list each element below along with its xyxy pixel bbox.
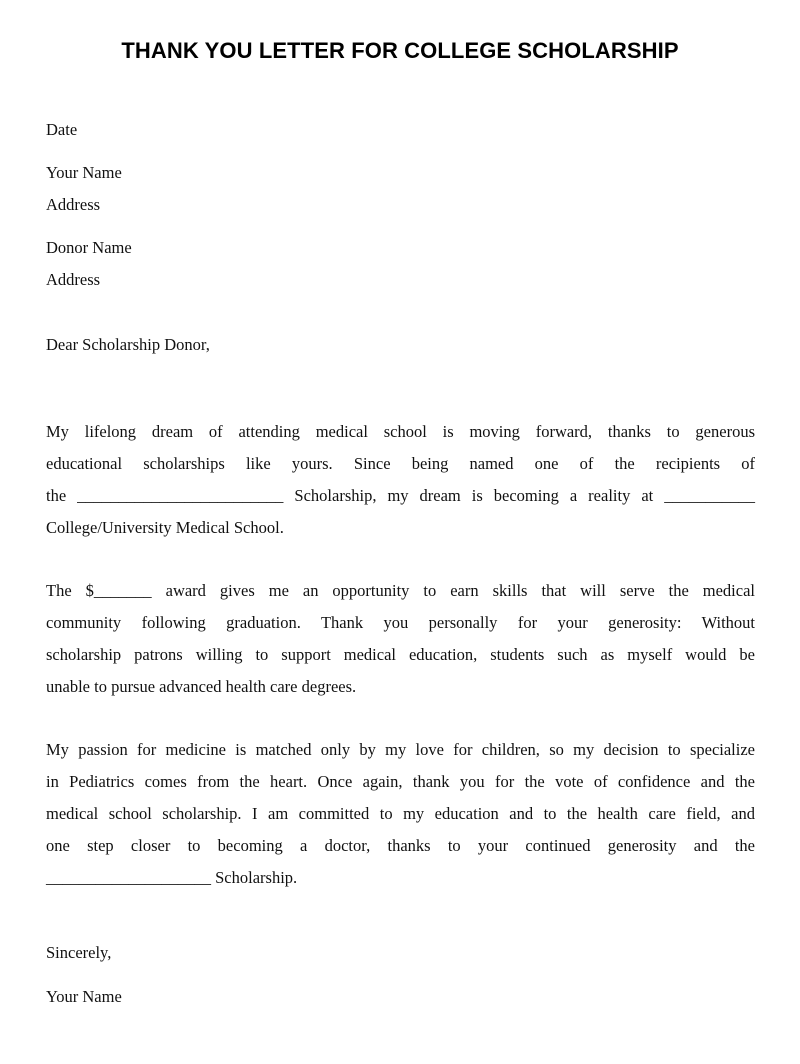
donor-address: Address — [46, 270, 101, 289]
sender-name: Your Name — [46, 163, 122, 182]
paragraph-line: ____________________ Scholarship. — [46, 868, 298, 887]
paragraph-line: educational scholarships like yours. Since being named one of the recipients of — [46, 454, 755, 473]
date-line: Date — [46, 120, 78, 139]
paragraph-1 — [46, 416, 755, 544]
paragraph-line: College/University Medical School. — [46, 518, 284, 537]
paragraph-line: one step closer to becoming a doctor, thanks to your continued generosity and the — [46, 836, 755, 855]
donor-name: Donor Name — [46, 238, 132, 257]
paragraph-line: My passion for medicine is matched only by my love for children, so my decision to specialize — [46, 740, 755, 759]
paragraph-3 — [46, 734, 755, 894]
salutation: Dear Scholarship Donor, — [46, 335, 210, 354]
paragraph-line: scholarship patrons willing to support medical education, students such as myself would be — [46, 645, 755, 664]
paragraph-line: the _________________________ Scholarship, my dream is becoming a reality at ___________ — [46, 486, 755, 505]
document-title: THANK YOU LETTER FOR COLLEGE SCHOLARSHIP — [121, 38, 679, 63]
closing: Sincerely, — [46, 943, 112, 962]
paragraph-line: in Pediatrics comes from the heart. Once again, thank you for the vote of confidence and the — [46, 772, 755, 791]
paragraph-2 — [46, 575, 755, 703]
paragraph-line: community following graduation. Thank you personally for your generosity: Without — [46, 613, 755, 632]
paragraph-line: medical school scholarship. I am committed to my education and to the health care field, and — [46, 804, 755, 823]
paragraph-line: The $_______ award gives me an opportunity to earn skills that will serve the medical — [46, 581, 755, 600]
paragraph-line: unable to pursue advanced health care degrees. — [46, 677, 357, 696]
paragraph-line: My lifelong dream of attending medical school is moving forward, thanks to generous — [46, 422, 755, 441]
signature: Your Name — [46, 987, 122, 1006]
sender-address: Address — [46, 195, 101, 214]
